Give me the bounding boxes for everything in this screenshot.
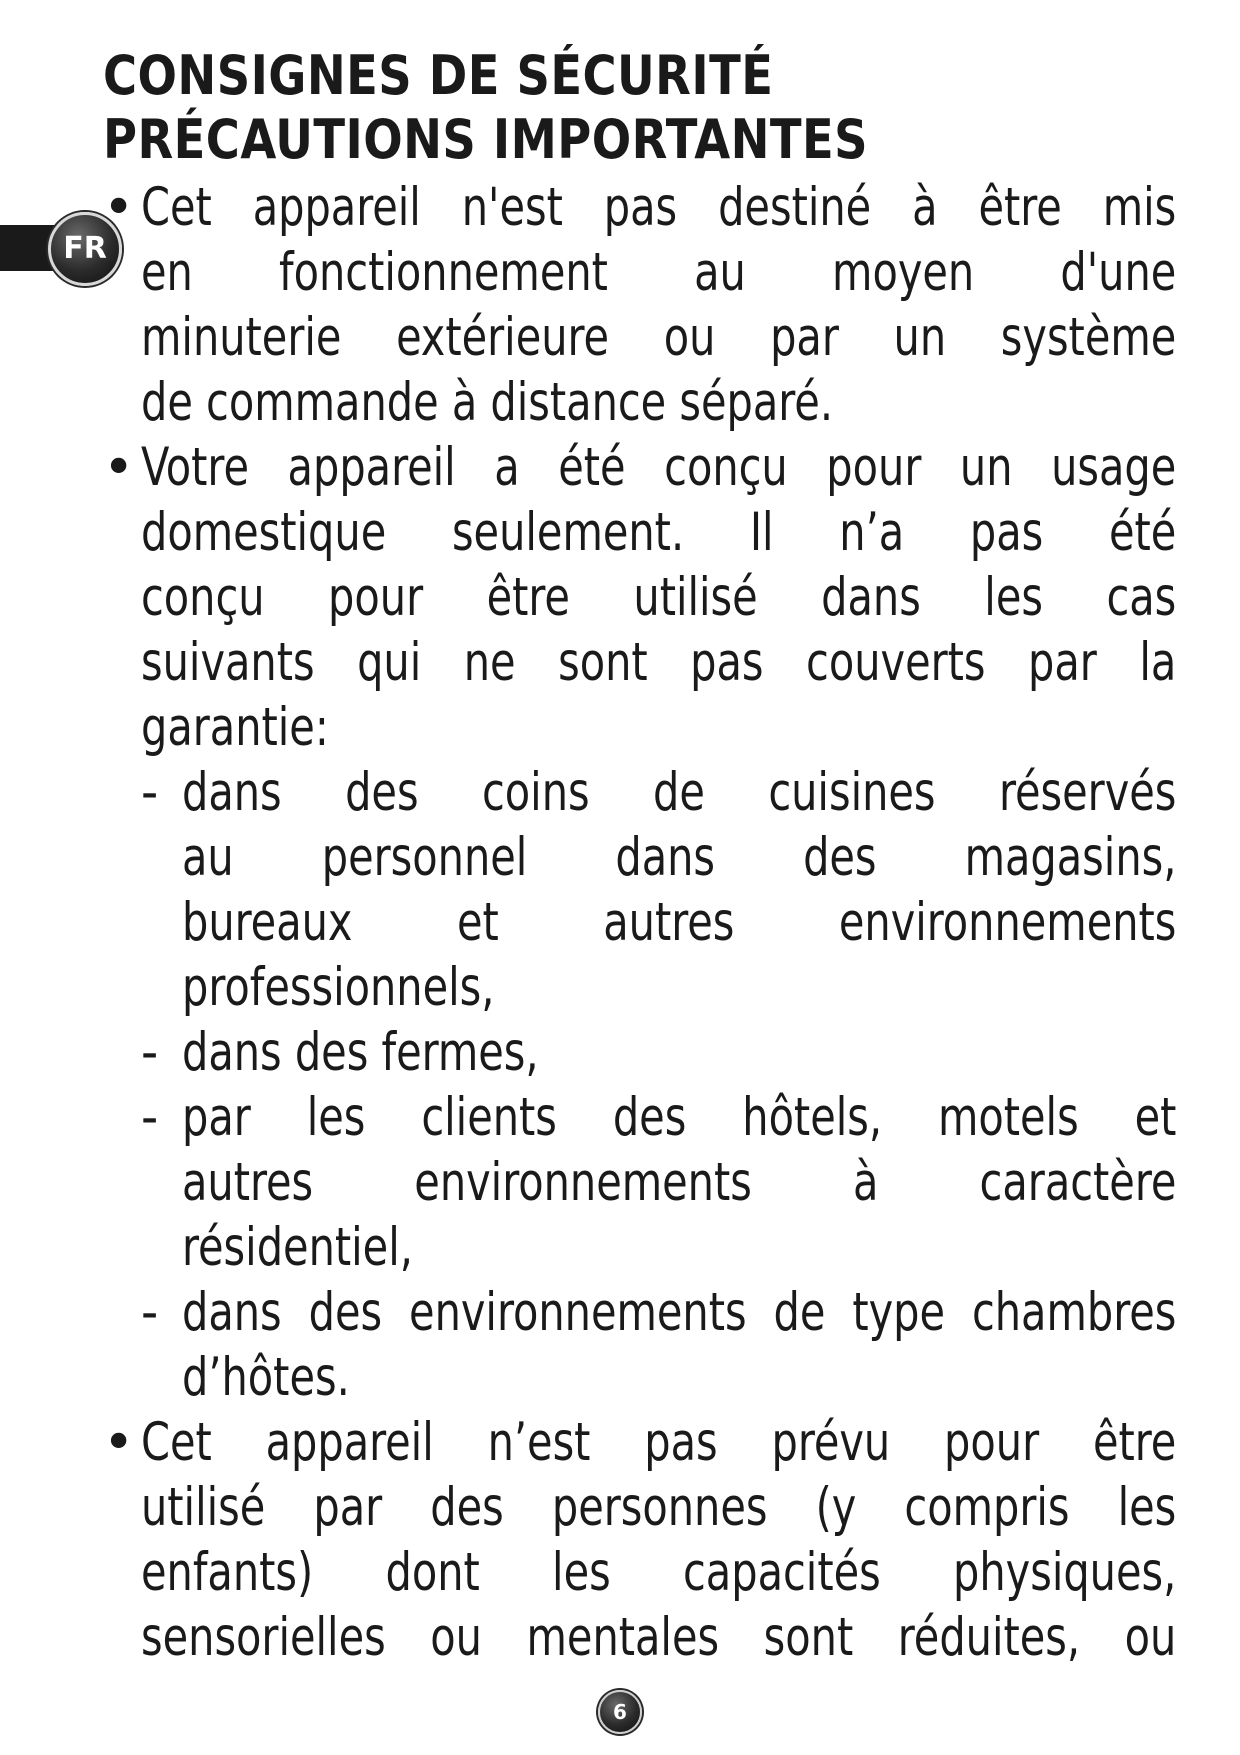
- text-line: utilisé par des personnes (y compris les: [141, 1477, 1177, 1538]
- list-item: [0, 1410, 1177, 1670]
- list-item: [0, 175, 1177, 435]
- title-line-1: CONSIGNES DE SÉCURITÉ: [103, 44, 774, 107]
- sub-list-item: [0, 1020, 1177, 1085]
- text-line: Cet appareil n’est pas prévu pour être: [141, 1412, 1177, 1473]
- text-line: dans des fermes,: [182, 1022, 539, 1083]
- bullet-icon: •: [103, 177, 135, 238]
- text-line: au personnel dans des magasins,: [182, 827, 1177, 888]
- text-line: résidentiel,: [182, 1217, 413, 1278]
- dash-icon: -: [141, 762, 159, 823]
- text-line: conçu pour être utilisé dans les cas: [141, 567, 1177, 628]
- text-line: bureaux et autres environnements: [182, 892, 1177, 953]
- page-number-badge: 6: [598, 1690, 642, 1734]
- sub-list-item: [0, 760, 1177, 1020]
- language-badge: FR: [48, 212, 122, 286]
- text-line: domestique seulement. Il n’a pas été: [141, 502, 1177, 563]
- list-item: [0, 435, 1177, 760]
- text-line: par les clients des hôtels, motels et: [182, 1087, 1177, 1148]
- page-title: [103, 44, 868, 172]
- text-line: sensorielles ou mentales sont réduites, ou: [141, 1607, 1177, 1668]
- dash-icon: -: [141, 1087, 159, 1148]
- text-line: en fonctionnement au moyen d'une: [141, 242, 1177, 303]
- text-line: professionnels,: [182, 957, 495, 1018]
- sub-list-item: [0, 1280, 1177, 1410]
- text-line: minuterie extérieure ou par un système: [141, 307, 1177, 368]
- text-line: autres environnements à caractère: [182, 1152, 1177, 1213]
- text-line: enfants) dont les capacités physiques,: [141, 1542, 1177, 1603]
- text-line: dans des environnements de type chambres: [182, 1282, 1177, 1343]
- text-line: garantie:: [141, 697, 329, 758]
- text-line: suivants qui ne sont pas couverts par la: [141, 632, 1177, 693]
- text-line: de commande à distance séparé.: [141, 372, 834, 433]
- bullet-icon: •: [103, 1412, 135, 1473]
- bullet-icon: •: [103, 437, 135, 498]
- safety-instructions-list: [0, 175, 1240, 1670]
- text-line: dans des coins de cuisines réservés: [182, 762, 1177, 823]
- dash-icon: -: [141, 1282, 159, 1343]
- text-line: Votre appareil a été conçu pour un usage: [141, 437, 1177, 498]
- sub-list-item: [0, 1085, 1177, 1280]
- title-line-2: PRÉCAUTIONS IMPORTANTES: [103, 108, 869, 171]
- dash-icon: -: [141, 1022, 159, 1083]
- text-line: Cet appareil n'est pas destiné à être mis: [141, 177, 1177, 238]
- text-line: d’hôtes.: [182, 1347, 350, 1408]
